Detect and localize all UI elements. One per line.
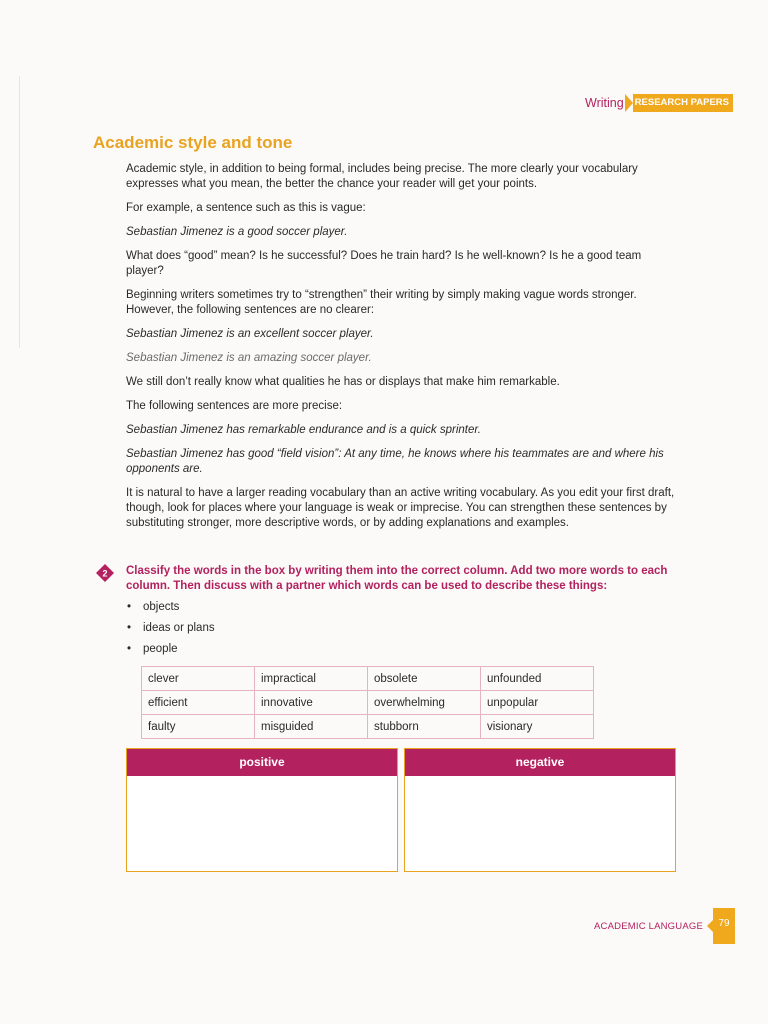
example-sentence: Sebastian Jimenez has remarkable endurance and is a quick sprinter.: [126, 424, 481, 436]
word-cell: unpopular: [481, 691, 594, 715]
word-cell: clever: [142, 667, 255, 691]
task-number-badge: [96, 564, 114, 582]
example-sentence: Sebastian Jimenez is an excellent soccer player.: [126, 328, 374, 340]
page-title: Academic style and tone: [93, 133, 293, 152]
word-cell: efficient: [142, 691, 255, 715]
positive-column-header: positive: [127, 749, 397, 776]
word-cell: impractical: [255, 667, 368, 691]
bullet-icon: •: [127, 601, 132, 613]
word-cell: visionary: [481, 715, 594, 739]
example-sentence: Sebastian Jimenez is a good soccer player.: [126, 226, 348, 238]
bullet-list: [126, 600, 426, 663]
word-cell: misguided: [255, 715, 368, 739]
paragraph: We still don’t really know what qualities he has or displays that make him remarkable.: [126, 376, 560, 388]
word-cell: overwhelming: [368, 691, 481, 715]
paragraph: What does “good” mean? Is he successful? Does he train hard? Is he well-known? Is he a good team player?: [126, 250, 642, 277]
header-tag-label: RESEARCH PAPERS: [633, 94, 733, 112]
example-sentence: Sebastian Jimenez has good “field vision”: At any time, he knows where his teammates are and where his opponents are.: [126, 448, 664, 475]
word-cell: unfounded: [481, 667, 594, 691]
table-row: [142, 667, 594, 691]
word-cell: obsolete: [368, 667, 481, 691]
paragraph: Beginning writers sometimes try to “strengthen” their writing by simply making vague words stronger. However, the following sentences are no clearer:: [126, 289, 637, 316]
page-edge-line: [19, 76, 20, 348]
bullet-icon: •: [127, 622, 132, 634]
page-footer: [594, 908, 735, 944]
running-header: [585, 94, 733, 112]
list-item: [126, 621, 426, 642]
list-item-label: people: [143, 643, 178, 655]
footer-section: ACADEMIC LANGUAGE: [594, 920, 703, 932]
paragraph: It is natural to have a larger reading vocabulary than an active writing vocabulary. As you edit your first draft, though, look for places where your language is weak or imprecise. You can strengthen these sentences by substituting stronger, more descriptive words, or by adding explanations and examples.: [126, 487, 675, 529]
bullet-icon: •: [127, 643, 132, 655]
list-item-label: ideas or plans: [143, 622, 215, 634]
table-row: [142, 715, 594, 739]
header-section: Writing: [585, 96, 624, 110]
page-number: 79: [713, 908, 735, 944]
table-row: [142, 691, 594, 715]
list-item-label: objects: [143, 601, 180, 613]
example-sentence: Sebastian Jimenez is an amazing soccer player.: [126, 352, 372, 364]
paragraph: For example, a sentence such as this is vague:: [126, 202, 366, 214]
list-item: [126, 600, 426, 621]
negative-column[interactable]: [404, 748, 676, 872]
body-text: [126, 162, 678, 540]
negative-column-header: negative: [405, 749, 675, 776]
task-number: 2: [102, 568, 108, 579]
word-box: [141, 666, 594, 739]
list-item: [126, 642, 426, 663]
chevron-right-icon: [625, 94, 633, 112]
word-cell: innovative: [255, 691, 368, 715]
word-cell: stubborn: [368, 715, 481, 739]
word-cell: faulty: [142, 715, 255, 739]
positive-column[interactable]: [126, 748, 398, 872]
paragraph: The following sentences are more precise:: [126, 400, 343, 412]
paragraph: Academic style, in addition to being formal, includes being precise. The more clearly your vocabulary expresses what you mean, the better the chance your reader will get your points.: [126, 163, 638, 190]
task-instruction: Classify the words in the box by writing them into the correct column. Add two more words to each column. Then discuss with a partner which words can be used to describe these things:: [126, 565, 668, 592]
